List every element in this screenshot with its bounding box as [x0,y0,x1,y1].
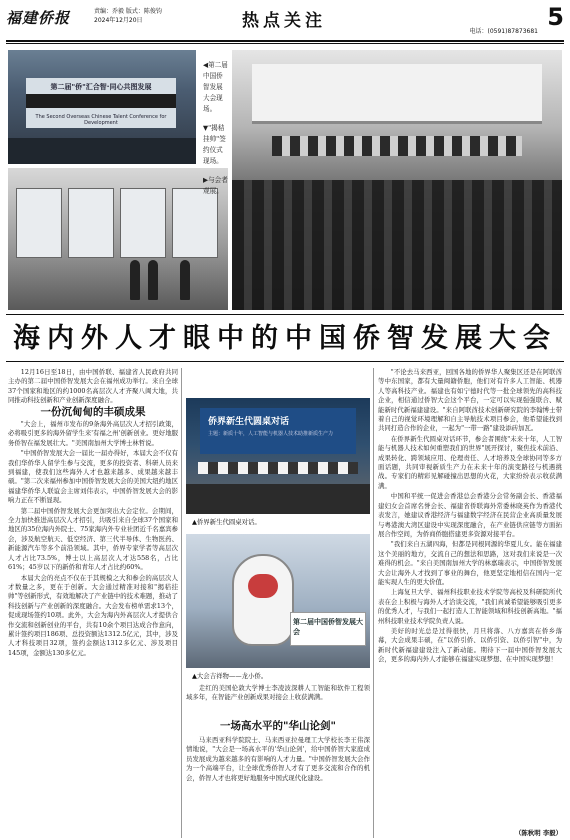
photo-conference-hall [8,50,196,164]
body-paragraph: "我们来自五湖四海，但都是同根同源的华夏儿女。能在福建这个美丽的地方，交流自己的想法和思路，这对我们来说是一次难得的机会。"来自美国南加州大学的林嘉瑞表示，中国侨智发展大会让海外人才找到了事业的舞台，他更坚定地相信在国内一定能实现人生的更大价值。 [378,540,562,586]
body-paragraph: "不论去马来西亚，回国各地的侨界华人聚集区还是在阿联酋等中东国家，都有大量闽籍侨胞，他们对有许多人工智能、机器人等高科技产业。福建也有如宁德时代等一批全球领先的高科技企业，相信通过侨智大会这个平台，一定可以实现强强联合、赋能新时代新福建建设。"来自阿联酋技术创新研究院的李翰博士带着自己的视觉环境理解和自主导航技术项目参会，他希望能找到共同打造合作的企业，一起为"一带一路"建设添砖加瓦。 [378,368,562,433]
intro-paragraph: 12月16日至18日，由中国侨联、福建省人民政府共同主办的第二届中国侨智发展大会在福州成功举行。来自全球37个国家和地区的约1000名高层次人才齐聚八闽大地，共同推动科技创新和产业创新深度融合。 [8,368,178,405]
body-paragraph: "中国侨智发展大会一届比一届办得好，本届大会不仅有我们华侨华人留学生参与交流，更多的投资者、科研人员来到福建，使我们这些海外人才也越来越多、成果越来越丰硕。"第二次来福州参加中国侨智发展大会的美国大纽约地区福建华侨华人联谊会主席刘伟表示，中国侨智发展大会的影响力正在不断显现。 [8,449,178,505]
hall-banner [26,78,176,128]
exhibit-board [120,188,166,258]
section1-body [8,420,178,659]
issue-date: 2024年12月20日 [94,17,143,24]
body-paragraph: 马来西亚科学院院士、马来西亚拉曼理工大学校长李王伟深情地说，"大会是一场高水平的'华山论剑'，给中国侨智大家庭成员发展成为越来越多的有影响的人才力量。"中国侨智发展大会作为一个高端平台，让全球优秀侨智人才有了更多交流和合作的机会，侨智人才也将更好地服务中国式现代化建设。 [186,736,370,782]
caption-exhibition: ▶与会者观展。 [203,176,228,195]
mascot-sign [290,612,366,646]
visitor-figure [130,260,140,300]
header-rule [6,40,564,42]
caption-hall: ◀第二届中国侨智发展大会现场。 [203,61,228,113]
article-column-2 [186,684,370,704]
header-rule-thin [6,43,564,44]
photo-exhibition [8,168,228,310]
exhibit-board [68,188,114,258]
column-divider [181,368,182,838]
section2-body [186,736,370,784]
mascot-sign-text: 第二届中国侨智发展大会 [293,618,363,636]
column-divider [373,368,374,838]
audience [232,180,562,310]
page-number: 5 [547,3,564,31]
mascot-figure [232,554,294,646]
article-column-1 [8,368,178,407]
panel-seats [198,462,358,474]
caption-signing: ▼"揭秸挂帅"签约仪式现场。 [203,124,226,165]
hall-banner-strip [26,94,176,108]
visitor-figure [180,260,190,300]
section-title: 热点关注 [242,11,326,31]
screen-title: 侨界新生代圆桌对话 [208,417,290,427]
mascot-face [248,574,278,598]
body-paragraph: 中国和平统一促进会香港总会香港分会常务副会长、香港福建妇女会首席名誉会长、福建省侨联海外常委林晓英作为香港代表发言，她建议香港经济与福建数字经济在民营企业高质量发展与粤港澳大湾区建设中实现深度融合，在产业链供应链等方面拓展合作空间，为侨商侨胞搭建更多资源对接平台。 [378,492,562,538]
phone-number: 电话：(0591)87873681 [469,28,538,35]
photo-roundtable [186,398,370,514]
visitor-figure [148,260,158,300]
body-paragraph: 上海复旦大学、福州科技职业技术学院等高校及科研院所代表在会上积极与海外人才洽谈交流，"我们真诚希望能够吸引更多的优秀人才，与我们一起打造人工智能领域和科技创新高地。"福州科技职业技术学院负责人说。 [378,588,562,625]
section2-title: 一场高水平的"华山论剑" [220,720,336,732]
headline-box [6,314,564,362]
ceremony-stage [252,64,542,124]
audience-front [186,484,370,514]
hall-floor [8,138,196,164]
exhibit-board [16,188,62,258]
body-paragraph: 第二届中国侨智发展大会更加突出大会定位。会期间，全力加快推进高层次人才招引，共吸引来自全球37个国家和地区的35位海内外院士、75家海内外专业社团近千名嘉宾参会，涉及航空航天、低空经济、第三代半导体、生物医药、新能源汽车等多个前沿领域。其中，侨界专家学者等高层次人才占比73.5%，博士以上高层次人才达558名，占比61%；45岁以下的新侨和青年人才占比约60%。 [8,506,178,572]
paper-name: 福建侨报 [6,9,71,27]
section1-title: 一份沉甸甸的丰硕成果 [40,406,146,418]
hall-banner-english: The Second Overseas Chinese Talent Conference for Development [35,114,167,126]
article-column-3 [378,368,562,666]
photo-mascot [186,534,370,668]
body-paragraph: 走红的美国伦敦大学博士李凌波深耕人工智能和软件工程领域多年，在智能产业创新成果对接会上收获满满。 [186,684,370,702]
screen-subtitle: 主题：新质十年，人工智能与机器人技术助推新质生产力 [208,431,334,437]
body-paragraph: 本届大会的亮点不仅在于其规模之大和参会的高层次人才数量之多，更在于创新。大会通过精准对接和"揭秸挂帅"等创新形式，有效地解决了产业链中的技术难题，推动了科技创新与产业创新的深度融合。大会发布榜单需求13个，促成现场签约10项。此外，大会为海内外高层次人才提供合作交流和创新创业的平台，共有10余个项目达成合作意向，累计签约项目186项、总投资额达1312.5亿元，其中，涉及人才科技项目32项，签约金额达1312多亿元、涉及项目145项，金额达130多亿元。 [8,573,178,657]
masthead-meta [94,7,162,25]
photo-signing-ceremony [232,50,562,310]
body-paragraph: 美好的时光总是过得很快，月旦将落、八方嘉宾在侨乡落幕，大会成果丰硕，在"以侨引侨、以侨引资、以侨引智"中，为新时代新福建建设注入了新动能。期待下一届中国侨智发展大会，更多的海内外人才能够在福建实现梦想、在中国实现梦想！ [378,626,562,664]
editor-credit: 责编：乔毅 版式：陈俊钧 [94,8,162,15]
caption-roundtable: ▲侨界新生代圆桌对话。 [192,518,261,526]
body-paragraph: 在侨界新生代圆桌对话环节，参会者围绕"未来十年，人工智能与机器人技术如何重塑我们的世界"展开探讨，聚焦技术前沿、成果转化、跨领域应用、伦理责任、人才培养及全球协同等多方面话题，共同审视新质生产力在未来十年的演变路径与机遇挑战。专家们的精彩见解碰撞出思想的火花，大家纷纷表示收获满满。 [378,434,562,490]
headline: 海内外人才眼中的中国侨智发展大会 [13,323,557,354]
byline: （陈秋明 李毅） [515,829,562,837]
signatory-row [272,136,522,156]
body-paragraph: "大会上，福州市发布的9条海外高层次人才招引政策，必将吸引更多的海外留学生来'有福之州'创新创业。更好地服务侨智在福发展壮大。"美国南加州大学博士林哲说。 [8,420,178,447]
masthead [6,4,564,38]
hall-banner-title: 第二届"侨"汇合智·同心共图发展 [50,83,152,91]
caption-mascot: ▲大会吉祥物——龙小侨。 [192,672,268,680]
photo-caption-column [203,60,229,205]
stage-screen [200,408,356,454]
